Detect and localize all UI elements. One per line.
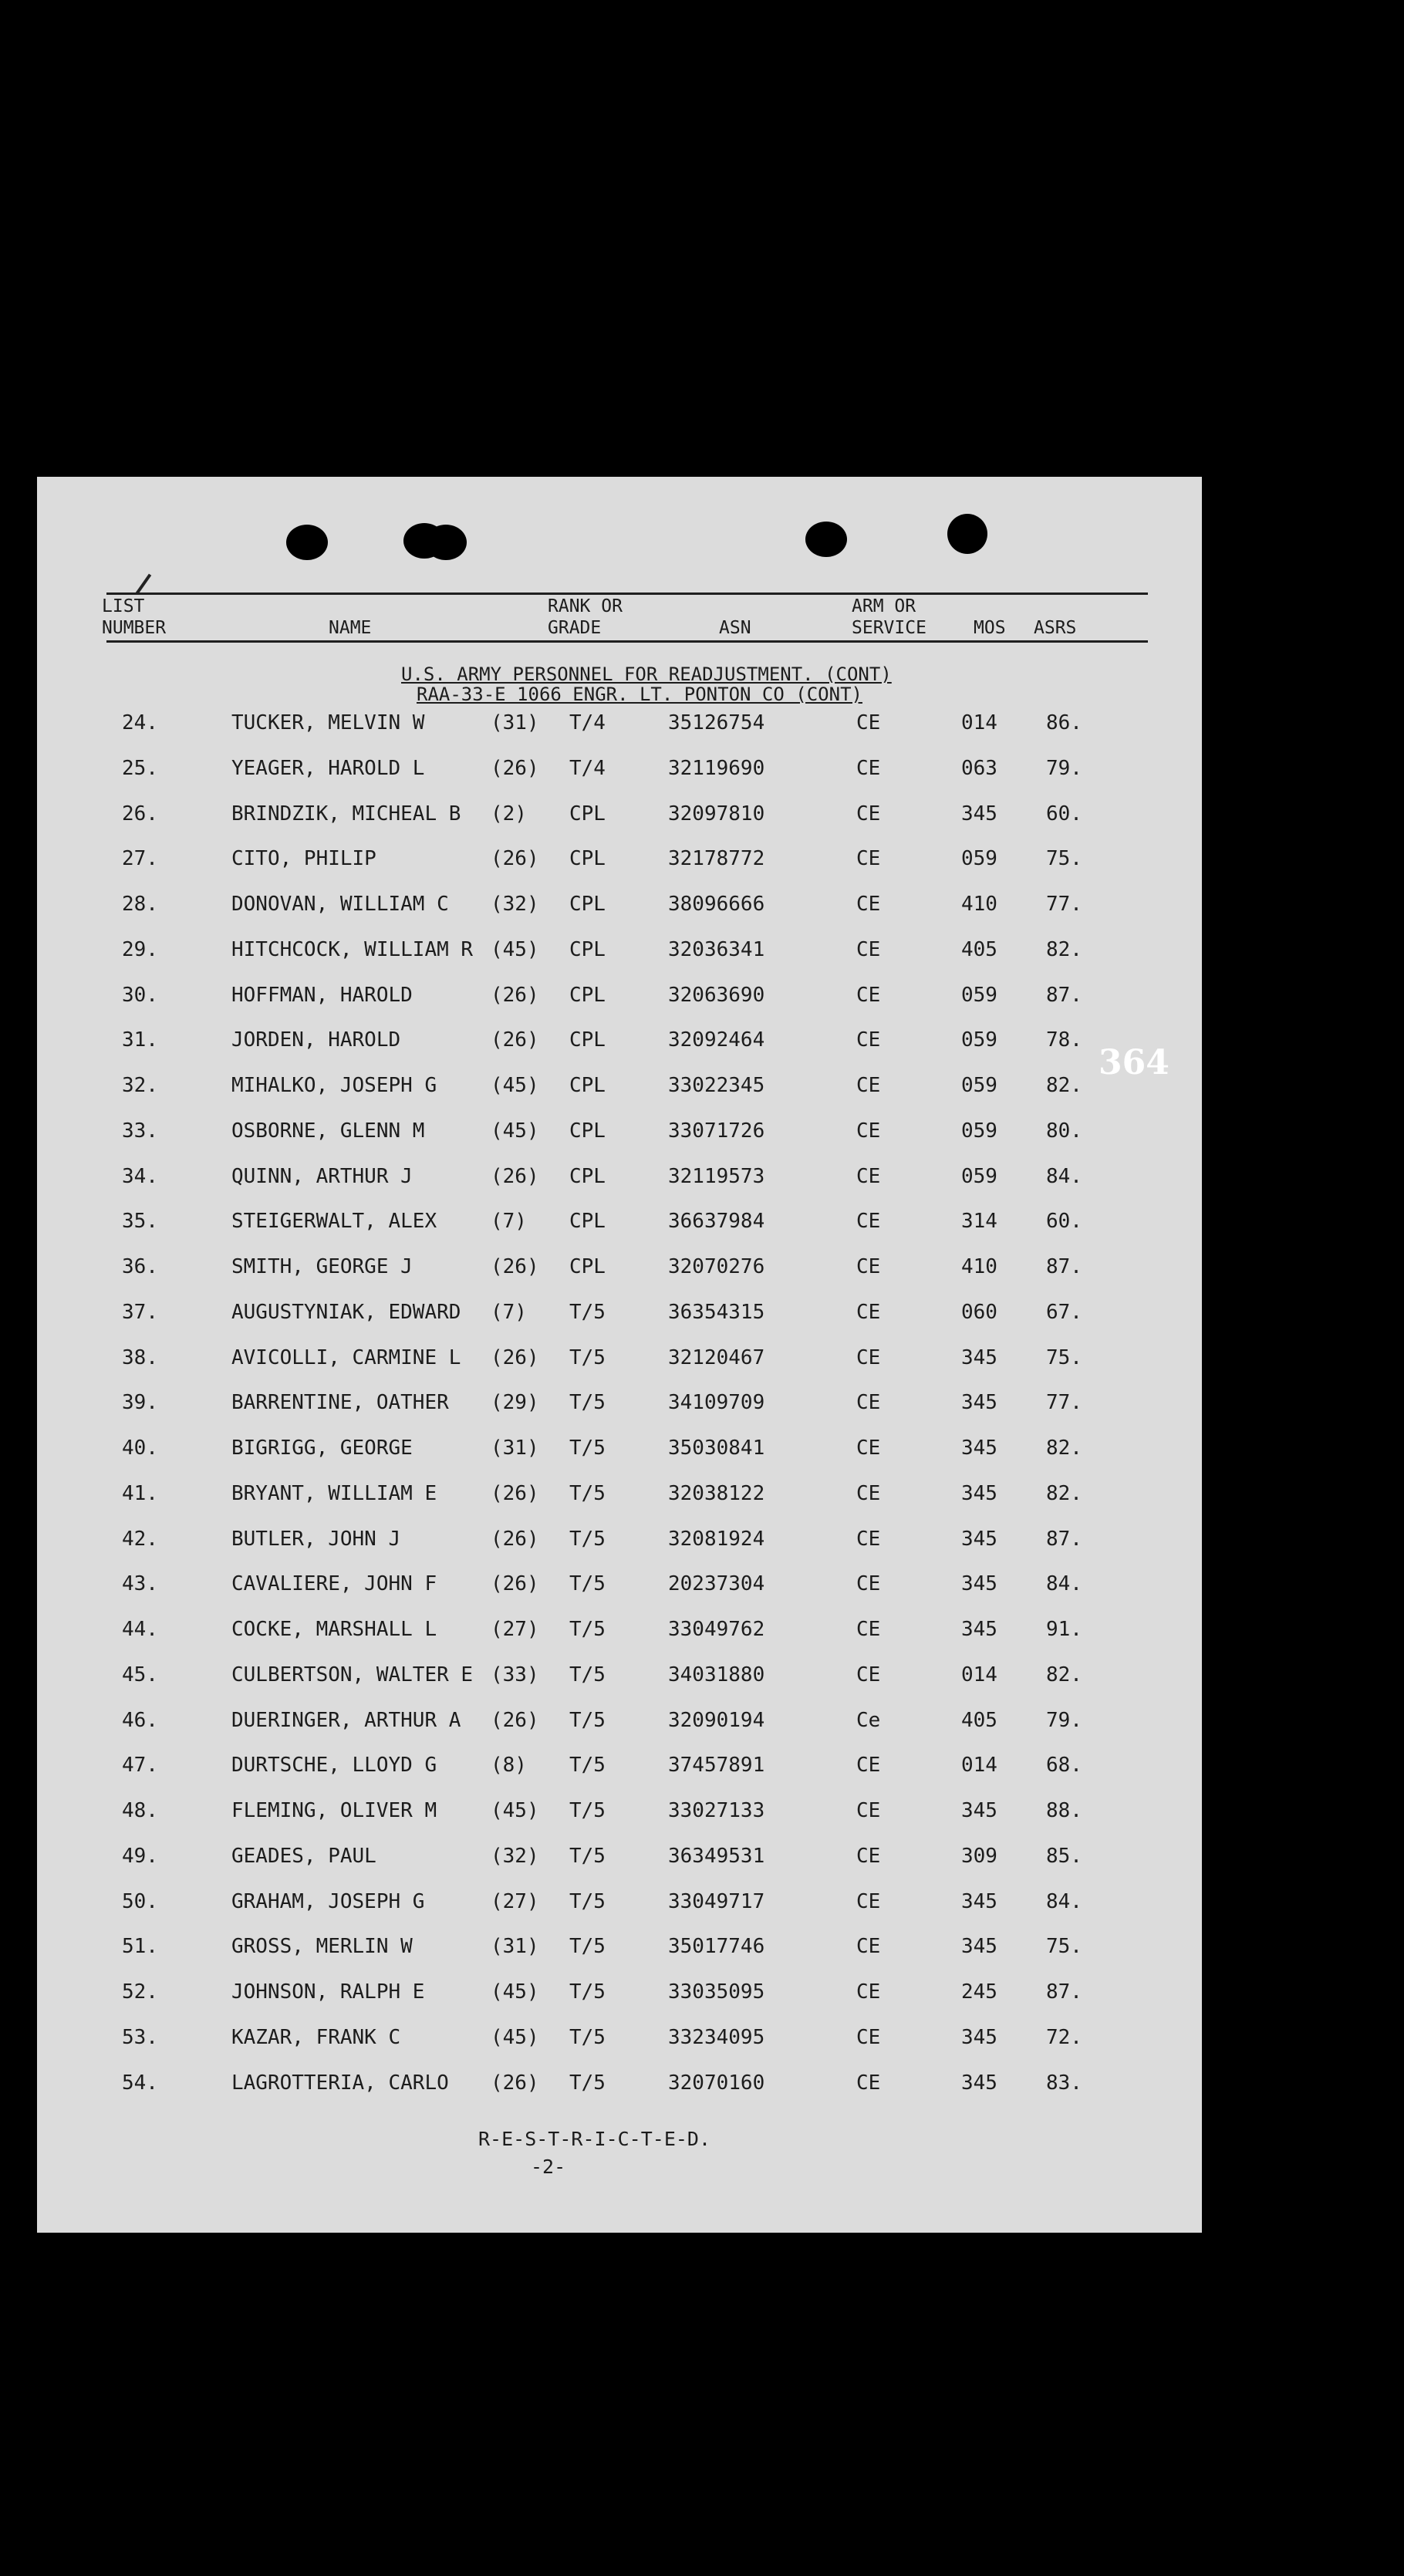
- cell-grade: T/5: [569, 2026, 606, 2049]
- cell-asn: 32119573: [668, 1165, 765, 1188]
- cell-code: (26): [491, 1572, 539, 1595]
- cell-asn: 36349531: [668, 1845, 765, 1868]
- header-bottom-rule: [106, 640, 1148, 643]
- table-row: [37, 1890, 1202, 1921]
- cell-code: (26): [491, 847, 539, 870]
- cell-arm-service: CE: [856, 1437, 881, 1460]
- cell-grade: CPL: [569, 938, 606, 961]
- table-row: [37, 938, 1202, 969]
- cell-list-number: 51.: [122, 1935, 158, 1958]
- cell-name: BUTLER, JOHN J: [231, 1528, 401, 1551]
- cell-asrs: 82.: [1046, 1663, 1082, 1686]
- cell-asn: 33049717: [668, 1890, 765, 1913]
- cell-asrs: 91.: [1046, 1618, 1082, 1641]
- cell-name: QUINN, ARTHUR J: [231, 1165, 413, 1188]
- cell-arm-service: CE: [856, 1074, 881, 1097]
- cell-asn: 33234095: [668, 2026, 765, 2049]
- pen-tick-mark: [136, 574, 151, 595]
- cell-list-number: 47.: [122, 1754, 158, 1777]
- cell-code: (29): [491, 1391, 539, 1414]
- cell-mos: 014: [961, 1663, 997, 1686]
- table-row: [37, 1663, 1202, 1694]
- cell-asrs: 86.: [1046, 711, 1082, 734]
- cell-mos: 345: [961, 1618, 997, 1641]
- table-row: [37, 757, 1202, 788]
- cell-name: BARRENTINE, OATHER: [231, 1391, 449, 1414]
- cell-code: (45): [491, 2026, 539, 2049]
- cell-code: (27): [491, 1890, 539, 1913]
- cell-asrs: 84.: [1046, 1572, 1082, 1595]
- table-row: [37, 1301, 1202, 1332]
- cell-grade: CPL: [569, 1210, 606, 1233]
- cell-name: COCKE, MARSHALL L: [231, 1618, 437, 1641]
- cell-arm-service: CE: [856, 802, 881, 825]
- table-row: [37, 711, 1202, 742]
- cell-name: JOHNSON, RALPH E: [231, 1980, 425, 2004]
- cell-grade: T/5: [569, 1935, 606, 1958]
- cell-code: (45): [491, 1119, 539, 1143]
- cell-mos: 405: [961, 1709, 997, 1732]
- cell-grade: T/5: [569, 1618, 606, 1641]
- cell-asn: 32097810: [668, 802, 765, 825]
- cell-asrs: 87.: [1046, 984, 1082, 1007]
- cell-list-number: 48.: [122, 1799, 158, 1822]
- cell-list-number: 42.: [122, 1528, 158, 1551]
- cell-asrs: 75.: [1046, 1346, 1082, 1369]
- cell-grade: CPL: [569, 984, 606, 1007]
- cell-asn: 37457891: [668, 1754, 765, 1777]
- cell-name: BRINDZIK, MICHEAL B: [231, 802, 461, 825]
- cell-mos: 410: [961, 893, 997, 916]
- cell-grade: CPL: [569, 1119, 606, 1143]
- cell-arm-service: Ce: [856, 1709, 881, 1732]
- cell-grade: CPL: [569, 1255, 606, 1278]
- cell-name: BIGRIGG, GEORGE: [231, 1437, 413, 1460]
- cell-mos: 345: [961, 1391, 997, 1414]
- cell-asn: 32070276: [668, 1255, 765, 1278]
- cell-list-number: 30.: [122, 984, 158, 1007]
- cell-list-number: 34.: [122, 1165, 158, 1188]
- cell-code: (26): [491, 1028, 539, 1052]
- cell-asn: 33071726: [668, 1119, 765, 1143]
- cell-grade: CPL: [569, 1028, 606, 1052]
- cell-list-number: 32.: [122, 1074, 158, 1097]
- cell-asrs: 84.: [1046, 1165, 1082, 1188]
- cell-asn: 32038122: [668, 1482, 765, 1505]
- cell-name: GROSS, MERLIN W: [231, 1935, 413, 1958]
- cell-asn: 36354315: [668, 1301, 765, 1324]
- cell-name: GEADES, PAUL: [231, 1845, 376, 1868]
- cell-arm-service: CE: [856, 1482, 881, 1505]
- cell-asrs: 80.: [1046, 1119, 1082, 1143]
- cell-asrs: 77.: [1046, 893, 1082, 916]
- cell-name: CAVALIERE, JOHN F: [231, 1572, 437, 1595]
- cell-list-number: 37.: [122, 1301, 158, 1324]
- cell-grade: T/5: [569, 1890, 606, 1913]
- archive-stamp-number: 364: [1099, 1043, 1169, 1082]
- cell-arm-service: CE: [856, 1028, 881, 1052]
- cell-code: (31): [491, 1935, 539, 1958]
- cell-asrs: 87.: [1046, 1980, 1082, 2004]
- cell-mos: 245: [961, 1980, 997, 2004]
- cell-arm-service: CE: [856, 1165, 881, 1188]
- cell-mos: 014: [961, 711, 997, 734]
- cell-grade: T/5: [569, 1482, 606, 1505]
- cell-asrs: 72.: [1046, 2026, 1082, 2049]
- cell-code: (31): [491, 1437, 539, 1460]
- cell-grade: T/5: [569, 1709, 606, 1732]
- table-row: [37, 1935, 1202, 1966]
- cell-arm-service: CE: [856, 711, 881, 734]
- cell-grade: T/5: [569, 1528, 606, 1551]
- cell-grade: T/4: [569, 757, 606, 780]
- cell-asrs: 82.: [1046, 1482, 1082, 1505]
- table-row: [37, 1618, 1202, 1649]
- cell-asrs: 88.: [1046, 1799, 1082, 1822]
- cell-list-number: 31.: [122, 1028, 158, 1052]
- cell-asrs: 83.: [1046, 2071, 1082, 2095]
- cell-mos: 059: [961, 1028, 997, 1052]
- cell-mos: 405: [961, 938, 997, 961]
- cell-mos: 345: [961, 802, 997, 825]
- table-row: [37, 1709, 1202, 1740]
- cell-code: (26): [491, 1255, 539, 1278]
- cell-code: (2): [491, 802, 527, 825]
- cell-mos: 060: [961, 1301, 997, 1324]
- cell-code: (26): [491, 1165, 539, 1188]
- cell-list-number: 39.: [122, 1391, 158, 1414]
- cell-asrs: 82.: [1046, 1074, 1082, 1097]
- cell-mos: 410: [961, 1255, 997, 1278]
- cell-name: TUCKER, MELVIN W: [231, 711, 425, 734]
- header-arm: ARM OR SERVICE: [852, 596, 926, 638]
- cell-asrs: 82.: [1046, 938, 1082, 961]
- cell-asrs: 60.: [1046, 802, 1082, 825]
- cell-asrs: 82.: [1046, 1437, 1082, 1460]
- cell-list-number: 49.: [122, 1845, 158, 1868]
- cell-grade: CPL: [569, 1074, 606, 1097]
- cell-name: DUERINGER, ARTHUR A: [231, 1709, 461, 1732]
- cell-code: (26): [491, 757, 539, 780]
- document-title: U.S. ARMY PERSONNEL FOR READJUSTMENT. (CONT): [401, 663, 892, 685]
- table-row: [37, 1165, 1202, 1196]
- cell-code: (26): [491, 2071, 539, 2095]
- cell-code: (26): [491, 984, 539, 1007]
- cell-grade: T/5: [569, 1799, 606, 1822]
- cell-list-number: 29.: [122, 938, 158, 961]
- cell-mos: 314: [961, 1210, 997, 1233]
- cell-code: (26): [491, 1709, 539, 1732]
- cell-list-number: 38.: [122, 1346, 158, 1369]
- cell-asn: 38096666: [668, 893, 765, 916]
- table-row: [37, 1437, 1202, 1467]
- cell-mos: 345: [961, 1890, 997, 1913]
- cell-asn: 33022345: [668, 1074, 765, 1097]
- cell-arm-service: CE: [856, 893, 881, 916]
- cell-grade: T/5: [569, 1572, 606, 1595]
- cell-grade: T/5: [569, 1391, 606, 1414]
- cell-code: (32): [491, 893, 539, 916]
- cell-list-number: 24.: [122, 711, 158, 734]
- cell-arm-service: CE: [856, 1391, 881, 1414]
- cell-list-number: 28.: [122, 893, 158, 916]
- cell-arm-service: CE: [856, 1210, 881, 1233]
- punch-hole: [425, 525, 467, 560]
- table-row: [37, 984, 1202, 1015]
- header-top-rule: [106, 593, 1148, 595]
- cell-mos: 059: [961, 1119, 997, 1143]
- header-list-number: LIST NUMBER: [102, 596, 167, 638]
- table-row: [37, 1074, 1202, 1105]
- cell-asrs: 67.: [1046, 1301, 1082, 1324]
- cell-list-number: 50.: [122, 1890, 158, 1913]
- cell-arm-service: CE: [856, 1618, 881, 1641]
- unit-subtitle: RAA-33-E 1066 ENGR. LT. PONTON CO (CONT): [417, 684, 862, 705]
- cell-asn: 33035095: [668, 1980, 765, 2004]
- cell-name: LAGROTTERIA, CARLO: [231, 2071, 449, 2095]
- table-row: [37, 1210, 1202, 1241]
- table-row: [37, 1346, 1202, 1377]
- table-row: [37, 1391, 1202, 1422]
- cell-asrs: 60.: [1046, 1210, 1082, 1233]
- header-name: NAME: [329, 618, 372, 638]
- table-row: [37, 893, 1202, 923]
- cell-name: CITO, PHILIP: [231, 847, 376, 870]
- cell-arm-service: CE: [856, 1890, 881, 1913]
- table-row: [37, 1119, 1202, 1150]
- cell-list-number: 36.: [122, 1255, 158, 1278]
- cell-asn: 32036341: [668, 938, 765, 961]
- cell-arm-service: CE: [856, 1799, 881, 1822]
- cell-list-number: 40.: [122, 1437, 158, 1460]
- cell-arm-service: CE: [856, 1346, 881, 1369]
- cell-name: KAZAR, FRANK C: [231, 2026, 401, 2049]
- cell-arm-service: CE: [856, 938, 881, 961]
- cell-asrs: 75.: [1046, 847, 1082, 870]
- cell-mos: 345: [961, 1528, 997, 1551]
- cell-name: SMITH, GEORGE J: [231, 1255, 413, 1278]
- cell-asn: 32120467: [668, 1346, 765, 1369]
- cell-list-number: 44.: [122, 1618, 158, 1641]
- cell-arm-service: CE: [856, 757, 881, 780]
- cell-name: CULBERTSON, WALTER E: [231, 1663, 474, 1686]
- punch-hole: [947, 514, 987, 554]
- cell-mos: 345: [961, 1799, 997, 1822]
- cell-asn: 36637984: [668, 1210, 765, 1233]
- cell-name: STEIGERWALT, ALEX: [231, 1210, 437, 1233]
- cell-arm-service: CE: [856, 2071, 881, 2095]
- cell-mos: 345: [961, 1935, 997, 1958]
- cell-mos: 345: [961, 2071, 997, 2095]
- cell-grade: T/5: [569, 1301, 606, 1324]
- cell-asn: 32090194: [668, 1709, 765, 1732]
- cell-asn: 32063690: [668, 984, 765, 1007]
- cell-name: MIHALKO, JOSEPH G: [231, 1074, 437, 1097]
- cell-list-number: 43.: [122, 1572, 158, 1595]
- cell-mos: 059: [961, 847, 997, 870]
- cell-name: HITCHCOCK, WILLIAM R: [231, 938, 474, 961]
- document-page: [37, 477, 1202, 2233]
- header-rank: RANK OR GRADE: [548, 596, 623, 638]
- cell-name: GRAHAM, JOSEPH G: [231, 1890, 425, 1913]
- cell-asn: 35030841: [668, 1437, 765, 1460]
- cell-asrs: 87.: [1046, 1255, 1082, 1278]
- cell-code: (45): [491, 1074, 539, 1097]
- cell-arm-service: CE: [856, 1980, 881, 2004]
- table-row: [37, 802, 1202, 833]
- cell-grade: CPL: [569, 1165, 606, 1188]
- cell-asn: 34031880: [668, 1663, 765, 1686]
- cell-mos: 345: [961, 1482, 997, 1505]
- table-row: [37, 2026, 1202, 2057]
- cell-asn: 33049762: [668, 1618, 765, 1641]
- cell-name: HOFFMAN, HAROLD: [231, 984, 413, 1007]
- cell-mos: 345: [961, 1346, 997, 1369]
- punch-hole: [805, 522, 847, 557]
- cell-name: AVICOLLI, CARMINE L: [231, 1346, 461, 1369]
- table-row: [37, 1754, 1202, 1784]
- cell-mos: 014: [961, 1754, 997, 1777]
- cell-grade: T/5: [569, 1663, 606, 1686]
- punch-hole: [286, 525, 328, 560]
- cell-list-number: 52.: [122, 1980, 158, 2004]
- cell-list-number: 53.: [122, 2026, 158, 2049]
- cell-code: (32): [491, 1845, 539, 1868]
- header-asrs: ASRS: [1034, 618, 1077, 638]
- cell-list-number: 33.: [122, 1119, 158, 1143]
- cell-arm-service: CE: [856, 1935, 881, 1958]
- cell-asrs: 75.: [1046, 1935, 1082, 1958]
- cell-asrs: 79.: [1046, 757, 1082, 780]
- cell-asrs: 78.: [1046, 1028, 1082, 1052]
- cell-grade: T/5: [569, 1754, 606, 1777]
- cell-list-number: 25.: [122, 757, 158, 780]
- cell-code: (26): [491, 1528, 539, 1551]
- table-row: [37, 1799, 1202, 1830]
- cell-arm-service: CE: [856, 1845, 881, 1868]
- cell-code: (7): [491, 1301, 527, 1324]
- cell-list-number: 54.: [122, 2071, 158, 2095]
- cell-asn: 35017746: [668, 1935, 765, 1958]
- cell-arm-service: CE: [856, 1528, 881, 1551]
- cell-mos: 345: [961, 1572, 997, 1595]
- cell-name: DONOVAN, WILLIAM C: [231, 893, 449, 916]
- table-row: [37, 1980, 1202, 2011]
- header-asn: ASN: [719, 618, 751, 638]
- cell-asrs: 77.: [1046, 1391, 1082, 1414]
- cell-asrs: 87.: [1046, 1528, 1082, 1551]
- cell-asrs: 79.: [1046, 1709, 1082, 1732]
- cell-name: YEAGER, HAROLD L: [231, 757, 425, 780]
- cell-asn: 33027133: [668, 1799, 765, 1822]
- cell-grade: T/5: [569, 2071, 606, 2095]
- table-row: [37, 847, 1202, 878]
- cell-grade: CPL: [569, 893, 606, 916]
- cell-mos: 059: [961, 1165, 997, 1188]
- table-row: [37, 1845, 1202, 1875]
- cell-grade: T/5: [569, 1845, 606, 1868]
- cell-arm-service: CE: [856, 984, 881, 1007]
- cell-asrs: 68.: [1046, 1754, 1082, 1777]
- cell-list-number: 26.: [122, 802, 158, 825]
- header-mos: MOS: [974, 618, 1006, 638]
- cell-asn: 32070160: [668, 2071, 765, 2095]
- table-row: [37, 1528, 1202, 1558]
- table-row: [37, 1482, 1202, 1513]
- cell-name: AUGUSTYNIAK, EDWARD: [231, 1301, 461, 1324]
- cell-list-number: 27.: [122, 847, 158, 870]
- cell-arm-service: CE: [856, 1301, 881, 1324]
- cell-asn: 32092464: [668, 1028, 765, 1052]
- cell-arm-service: CE: [856, 1572, 881, 1595]
- cell-name: OSBORNE, GLENN M: [231, 1119, 425, 1143]
- cell-asn: 35126754: [668, 711, 765, 734]
- cell-asn: 34109709: [668, 1391, 765, 1414]
- cell-asrs: 84.: [1046, 1890, 1082, 1913]
- cell-code: (33): [491, 1663, 539, 1686]
- table-row: [37, 1572, 1202, 1603]
- cell-grade: CPL: [569, 847, 606, 870]
- table-row: [37, 2071, 1202, 2102]
- cell-arm-service: CE: [856, 1754, 881, 1777]
- cell-arm-service: CE: [856, 847, 881, 870]
- cell-grade: T/5: [569, 1980, 606, 2004]
- cell-code: (45): [491, 1799, 539, 1822]
- table-row: [37, 1028, 1202, 1059]
- cell-mos: 309: [961, 1845, 997, 1868]
- cell-arm-service: CE: [856, 1255, 881, 1278]
- cell-list-number: 35.: [122, 1210, 158, 1233]
- cell-grade: T/5: [569, 1437, 606, 1460]
- cell-arm-service: CE: [856, 1119, 881, 1143]
- cell-code: (45): [491, 1980, 539, 2004]
- cell-code: (27): [491, 1618, 539, 1641]
- cell-mos: 345: [961, 1437, 997, 1460]
- cell-list-number: 45.: [122, 1663, 158, 1686]
- cell-list-number: 46.: [122, 1709, 158, 1732]
- page-number: -2-: [531, 2156, 566, 2178]
- cell-asn: 32178772: [668, 847, 765, 870]
- cell-grade: T/4: [569, 711, 606, 734]
- cell-mos: 063: [961, 757, 997, 780]
- cell-code: (26): [491, 1346, 539, 1369]
- cell-code: (7): [491, 1210, 527, 1233]
- cell-code: (26): [491, 1482, 539, 1505]
- cell-code: (8): [491, 1754, 527, 1777]
- cell-mos: 345: [961, 2026, 997, 2049]
- cell-code: (45): [491, 938, 539, 961]
- cell-grade: CPL: [569, 802, 606, 825]
- cell-mos: 059: [961, 1074, 997, 1097]
- cell-asrs: 85.: [1046, 1845, 1082, 1868]
- cell-asn: 32081924: [668, 1528, 765, 1551]
- cell-name: FLEMING, OLIVER M: [231, 1799, 437, 1822]
- cell-grade: T/5: [569, 1346, 606, 1369]
- cell-mos: 059: [961, 984, 997, 1007]
- cell-name: JORDEN, HAROLD: [231, 1028, 401, 1052]
- cell-arm-service: CE: [856, 1663, 881, 1686]
- cell-name: BRYANT, WILLIAM E: [231, 1482, 437, 1505]
- cell-asn: 20237304: [668, 1572, 765, 1595]
- cell-code: (31): [491, 711, 539, 734]
- cell-list-number: 41.: [122, 1482, 158, 1505]
- table-row: [37, 1255, 1202, 1286]
- cell-name: DURTSCHE, LLOYD G: [231, 1754, 437, 1777]
- restricted-footer: R-E-S-T-R-I-C-T-E-D.: [478, 2128, 711, 2150]
- cell-arm-service: CE: [856, 2026, 881, 2049]
- cell-asn: 32119690: [668, 757, 765, 780]
